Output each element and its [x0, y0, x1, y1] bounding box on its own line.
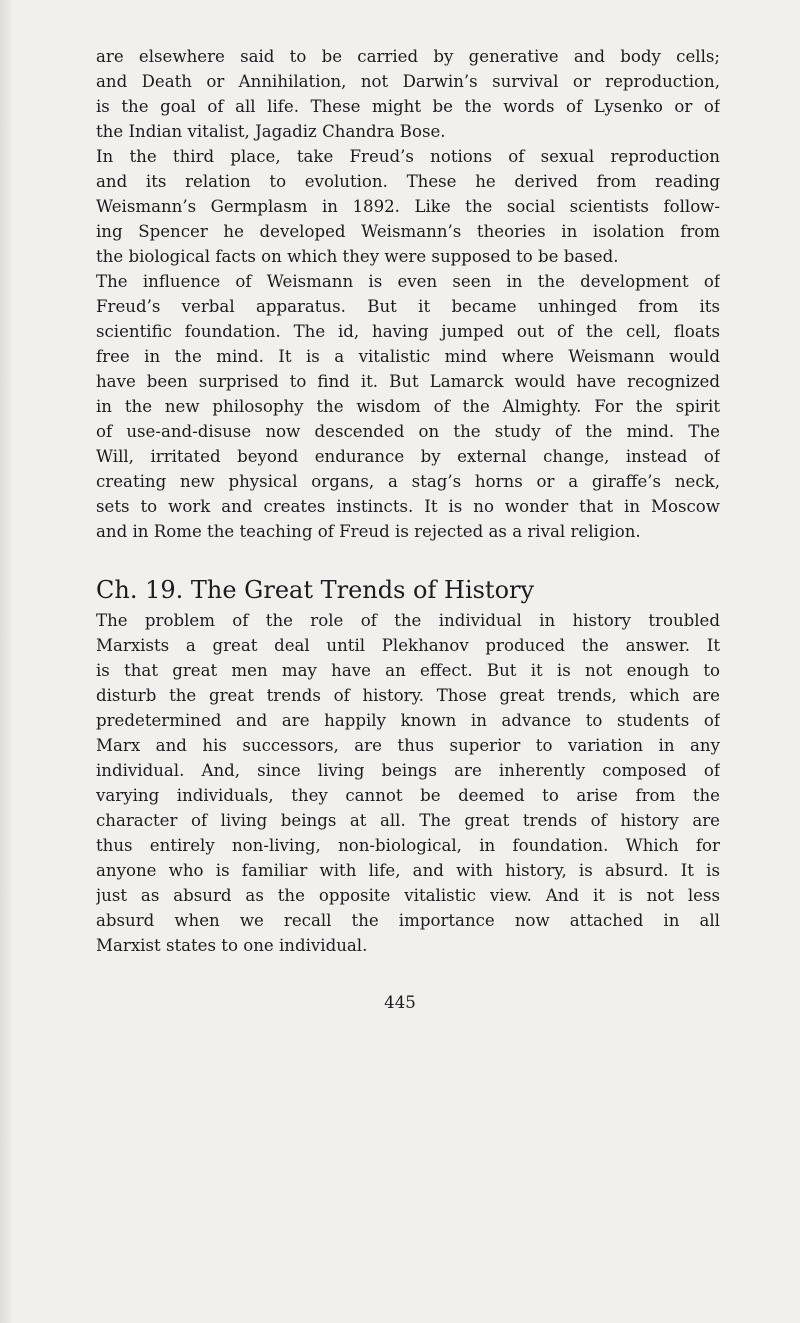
text-line: Will, irritated beyond endurance by external change, instead of [96, 447, 720, 466]
text-line: ing Spencer he developed Weismann’s theories in isolation from [96, 222, 720, 241]
page-edge-shadow [0, 0, 14, 1323]
text-line: The influence of Weismann is even seen in the development of [96, 272, 720, 291]
text-line: thus entirely non-living, non-biological, in foundation. Which for [96, 836, 720, 855]
text-line: character of living beings at all. The great trends of history are [96, 811, 720, 830]
text-line: Freud’s verbal apparatus. But it became unhinged from its [96, 297, 720, 316]
text-line: in the new philosophy the wisdom of the Almighty. For the spirit [96, 397, 720, 416]
text-line: scientific foundation. The id, having jumped out of the cell, floats [96, 322, 720, 341]
text-line: and Death or Annihilation, not Darwin’s survival or reproduction, [96, 72, 720, 91]
text-line: Marx and his successors, are thus superior to variation in any [96, 736, 720, 755]
text-line: Marxists a great deal until Plekhanov produced the answer. It [96, 636, 720, 655]
text-line: predetermined and are happily known in advance to students of [96, 711, 720, 730]
text-line: and in Rome the teaching of Freud is rejected as a rival religion. [96, 522, 641, 541]
text-line: and its relation to evolution. These he derived from reading [96, 172, 720, 191]
text-line: anyone who is familiar with life, and with history, is absurd. It is [96, 861, 720, 880]
page-number: 445 [384, 993, 416, 1012]
text-line: absurd when we recall the importance now attached in all [96, 911, 720, 930]
text-line: have been surprised to find it. But Lamarck would have recognized [96, 372, 720, 391]
text-line: are elsewhere said to be carried by generative and body cells; [96, 47, 720, 66]
text-line: just as absurd as the opposite vitalistic view. And it is not less [96, 886, 720, 905]
text-line: Marxist states to one individual. [96, 936, 368, 955]
text-line: is that great men may have an effect. But it is not enough to [96, 661, 720, 680]
text-line: free in the mind. It is a vitalistic mind where Weismann would [96, 347, 720, 366]
text-line: is the goal of all life. These might be the words of Lysenko or of [96, 97, 720, 116]
text-line: the Indian vitalist, Jagadiz Chandra Bose. [96, 122, 446, 141]
text-line: individual. And, since living beings are inherently composed of [96, 761, 720, 780]
chapter-paragraphs [96, 608, 720, 958]
text-line: the biological facts on which they were supposed to be based. [96, 247, 619, 266]
text-line: disturb the great trends of history. Those great trends, which are [96, 686, 720, 705]
text-line: In the third place, take Freud’s notions of sexual reproduction [96, 147, 720, 166]
text-line: of use-and-disuse now descended on the study of the mind. The [96, 422, 720, 441]
book-page [96, 44, 720, 958]
chapter-heading: Ch. 19. The Great Trends of History [96, 576, 535, 604]
text-line: sets to work and creates instincts. It is no wonder that in Moscow [96, 497, 720, 516]
intro-paragraphs [96, 44, 720, 544]
text-line: The problem of the role of the individual in history troubled [96, 611, 720, 630]
text-line: varying individuals, they cannot be deemed to arise from the [96, 786, 720, 805]
text-line: Weismann’s Germplasm in 1892. Like the social scientists follow- [96, 197, 720, 216]
text-line: creating new physical organs, a stag’s horns or a giraffe’s neck, [96, 472, 720, 491]
